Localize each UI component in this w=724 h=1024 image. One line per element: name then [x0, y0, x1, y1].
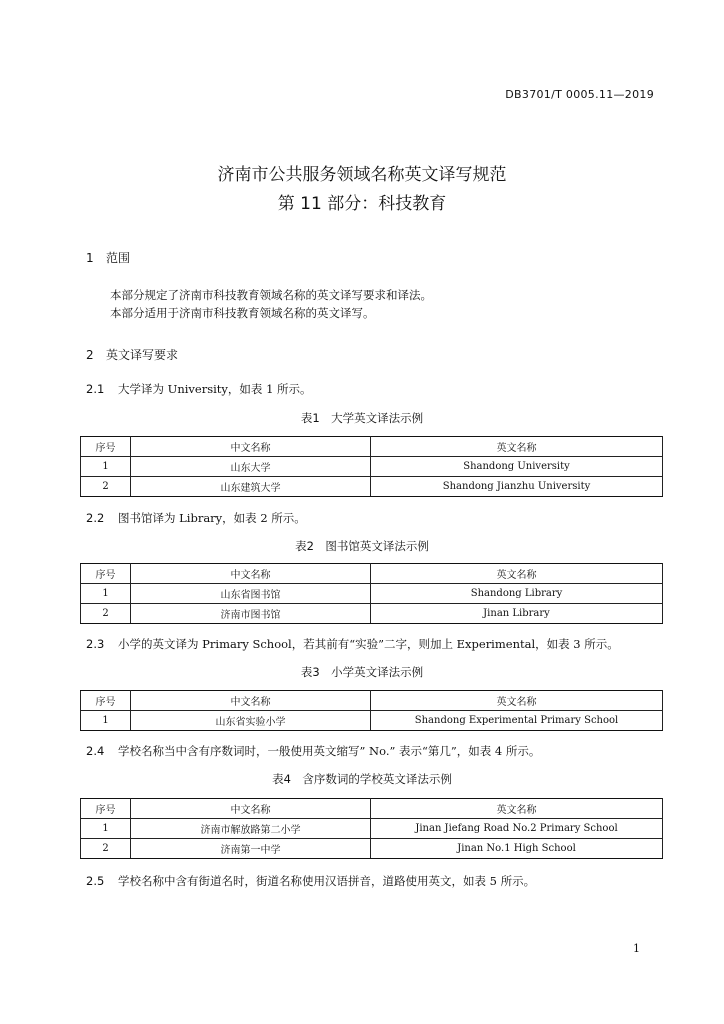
table-3 — [80, 690, 663, 731]
clause-2-2 — [86, 510, 306, 526]
section-title: 英文译写要求 — [106, 348, 179, 362]
clause-number: 2.3 — [86, 637, 105, 651]
table-row — [81, 839, 663, 859]
table-4 — [80, 798, 663, 859]
header-en: 英文名称 — [371, 437, 663, 457]
header-seq: 序号 — [81, 799, 131, 819]
header-seq: 序号 — [81, 691, 131, 711]
header-seq: 序号 — [81, 564, 131, 584]
clause-number: 2.4 — [86, 744, 105, 758]
cell-seq: 1 — [81, 584, 131, 604]
header-cn: 中文名称 — [131, 799, 371, 819]
cell-cn: 山东大学 — [131, 457, 371, 477]
section-heading-scope — [86, 249, 130, 266]
clause-2-4 — [86, 743, 540, 759]
table-header-row — [81, 437, 663, 457]
header-en: 英文名称 — [371, 799, 663, 819]
table-row — [81, 819, 663, 839]
cell-cn: 济南第一中学 — [131, 839, 371, 859]
cell-en: Jinan Jiefang Road No.2 Primary School — [371, 819, 663, 839]
clause-text: 学校名称当中含有序数词时，一般使用英文缩写” No.” 表示“第几”，如表 4 所示。 — [118, 744, 541, 758]
document-subtitle: 第 11 部分：科技教育 — [277, 194, 447, 214]
header-cn: 中文名称 — [131, 437, 371, 457]
scope-paragraph-1: 本部分规定了济南市科技教育领域名称的英文译写要求和译法。 — [110, 288, 432, 302]
table-row — [81, 457, 663, 477]
header-cn: 中文名称 — [131, 564, 371, 584]
table-row — [81, 477, 663, 497]
cell-seq: 2 — [81, 604, 131, 624]
clause-number: 2.5 — [86, 874, 105, 888]
page-number: 1 — [633, 942, 640, 955]
table-header-row — [81, 799, 663, 819]
clause-2-5 — [86, 873, 535, 889]
cell-en: Jinan Library — [371, 604, 663, 624]
header-cn: 中文名称 — [131, 691, 371, 711]
header-seq: 序号 — [81, 437, 131, 457]
clause-2-1 — [86, 381, 312, 397]
cell-seq: 2 — [81, 477, 131, 497]
table-header-row — [81, 564, 663, 584]
cell-en: Shandong Experimental Primary School — [371, 711, 663, 731]
cell-en: Shandong Jianzhu University — [371, 477, 663, 497]
cell-seq: 1 — [81, 711, 131, 731]
table-3-caption: 表3 小学英文译法示例 — [300, 665, 424, 679]
scope-paragraph-2: 本部分适用于济南市科技教育领域名称的英文译写。 — [110, 306, 375, 320]
header-en: 英文名称 — [371, 564, 663, 584]
cell-en: Shandong Library — [371, 584, 663, 604]
cell-cn: 山东省图书馆 — [131, 584, 371, 604]
section-title: 范围 — [106, 251, 131, 265]
document-code: DB3701/T 0005.11—2019 — [505, 88, 654, 101]
clause-text: 学校名称中含有街道名时，街道名称使用汉语拼音，道路使用英文，如表 5 所示。 — [118, 874, 536, 888]
cell-en: Shandong University — [371, 457, 663, 477]
cell-cn: 山东省实验小学 — [131, 711, 371, 731]
table-row — [81, 584, 663, 604]
table-row — [81, 711, 663, 731]
cell-seq: 1 — [81, 457, 131, 477]
table-header-row — [81, 691, 663, 711]
cell-cn: 济南市解放路第二小学 — [131, 819, 371, 839]
cell-seq: 2 — [81, 839, 131, 859]
header-en: 英文名称 — [371, 691, 663, 711]
cell-cn: 山东建筑大学 — [131, 477, 371, 497]
clause-text: 小学的英文译为 Primary School，若其前有“实验”二字，则加上 Experimental，如表 3 所示。 — [118, 637, 619, 651]
section-number: 2 — [86, 348, 94, 362]
table-2-caption: 表2 图书馆英文译法示例 — [295, 539, 429, 553]
cell-en: Jinan No.1 High School — [371, 839, 663, 859]
cell-cn: 济南市图书馆 — [131, 604, 371, 624]
clause-text: 大学译为 University，如表 1 所示。 — [118, 382, 312, 396]
table-4-caption: 表4 含序数词的学校英文译法示例 — [272, 772, 452, 786]
table-1 — [80, 436, 663, 497]
section-heading-requirements — [86, 346, 178, 363]
clause-text: 图书馆译为 Library，如表 2 所示。 — [118, 511, 306, 525]
table-1-caption: 表1 大学英文译法示例 — [300, 411, 424, 425]
document-title: 济南市公共服务领域名称英文译写规范 — [217, 165, 507, 185]
table-2 — [80, 563, 663, 624]
clause-number: 2.1 — [86, 382, 105, 396]
table-row — [81, 604, 663, 624]
clause-2-3 — [86, 636, 619, 652]
clause-number: 2.2 — [86, 511, 105, 525]
cell-seq: 1 — [81, 819, 131, 839]
section-number: 1 — [86, 251, 94, 265]
